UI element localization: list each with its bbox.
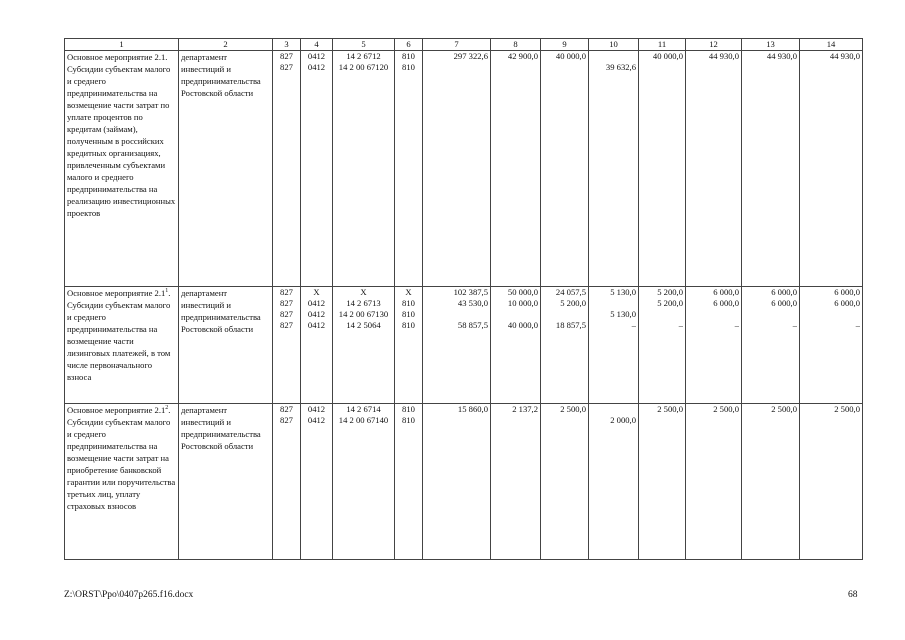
value-line: 827 xyxy=(280,286,293,297)
value-cell-c14 xyxy=(800,286,863,403)
value-line: 2 500,0 xyxy=(771,403,797,414)
activity-name-text: Основное мероприятие 2.1. Субсидии субъектам малого и среднего предпринимательства на возмещение части затрат по уплате процентов по кредитам (займам), полученным в российских кредитных организациях, привлеченным субъектами малого и среднего предпринимательства на реализацию инвестиционных проектов xyxy=(67,51,176,218)
value-line: 14 2 00 67120 xyxy=(338,61,389,72)
col-header: 3 xyxy=(273,39,301,51)
value-line: – xyxy=(631,319,636,330)
value-cell-c9 xyxy=(541,286,589,403)
value-line: – xyxy=(855,319,860,330)
value-line xyxy=(425,309,488,320)
value-cell-c5 xyxy=(333,50,395,286)
value-line: 827 xyxy=(280,414,293,425)
value-line: 5 130,0 xyxy=(610,308,636,319)
value-line: 2 000,0 xyxy=(610,414,636,425)
value-line: 827 xyxy=(280,50,293,61)
value-cell-c7 xyxy=(423,403,491,559)
footer-file-path: Z:\ORST\Ppo\0407p265.f16.docx xyxy=(64,590,194,600)
value-cell-c10 xyxy=(589,286,639,403)
value-cell-c14 xyxy=(800,403,863,559)
value-cell-c3 xyxy=(273,403,301,559)
value-cell-c11 xyxy=(639,50,686,286)
value-line: 44 930,0 xyxy=(708,50,739,61)
col-header: 5 xyxy=(333,39,395,51)
value-line: 15 860,0 xyxy=(457,403,488,414)
value-line: 297 322,6 xyxy=(453,50,488,61)
value-line: 810 xyxy=(402,297,415,308)
value-line: 6 000,0 xyxy=(713,286,739,297)
value-line: 827 xyxy=(280,297,293,308)
value-line: 18 857,5 xyxy=(555,319,586,330)
column-number-header-row xyxy=(65,39,863,51)
value-line: X xyxy=(405,286,412,297)
value-line xyxy=(641,309,683,320)
program-row xyxy=(65,50,863,286)
footer-page-number: 68 xyxy=(848,590,858,600)
value-cell-c8 xyxy=(491,403,541,559)
value-line xyxy=(641,62,683,73)
value-line xyxy=(591,404,636,415)
value-line: 2 500,0 xyxy=(657,403,683,414)
value-line xyxy=(543,62,586,73)
value-line: 42 900,0 xyxy=(507,50,538,61)
value-line: 810 xyxy=(402,308,415,319)
value-line: 810 xyxy=(402,50,415,61)
value-line: 44 930,0 xyxy=(766,50,797,61)
value-line xyxy=(688,309,739,320)
value-line: 0412 xyxy=(307,50,326,61)
executor-cell: департамент инвестиций и предпринимательства Ростовской области xyxy=(179,286,273,403)
value-cell-c12 xyxy=(686,403,742,559)
value-line: – xyxy=(734,319,739,330)
value-cell-c11 xyxy=(639,286,686,403)
value-cell-c11 xyxy=(639,403,686,559)
value-cell-c4 xyxy=(301,50,333,286)
value-line: 14 2 00 67130 xyxy=(338,308,389,319)
col-header: 1 xyxy=(65,39,179,51)
value-line: 40 000,0 xyxy=(652,50,683,61)
col-header: 9 xyxy=(541,39,589,51)
activity-name-cell xyxy=(65,403,179,559)
value-line: 6 000,0 xyxy=(713,297,739,308)
value-line: 5 200,0 xyxy=(560,297,586,308)
activity-name-rest: . Субсидии субъектам малого и среднего предпринимательства на возмещение части лизинговых платежей, в том числе первоначального взноса xyxy=(67,287,171,382)
value-line xyxy=(688,62,739,73)
value-line: 810 xyxy=(402,414,415,425)
value-cell-c3 xyxy=(273,286,301,403)
value-line xyxy=(802,62,860,73)
value-line: 14 2 6712 xyxy=(346,50,381,61)
value-line: 0412 xyxy=(307,403,326,414)
value-cell-c12 xyxy=(686,50,742,286)
value-line: 5 130,0 xyxy=(610,286,636,297)
value-line: 5 200,0 xyxy=(657,286,683,297)
value-cell-c12 xyxy=(686,286,742,403)
activity-name-text: Основное мероприятие 2.1 xyxy=(67,287,166,298)
value-line: 2 500,0 xyxy=(560,403,586,414)
col-header: 12 xyxy=(686,39,742,51)
value-cell-c4 xyxy=(301,286,333,403)
executor-cell: департамент инвестиций и предпринимательства Ростовской области xyxy=(179,403,273,559)
value-line xyxy=(802,309,860,320)
value-cell-c9 xyxy=(541,403,589,559)
value-line xyxy=(744,62,797,73)
value-line: 6 000,0 xyxy=(834,297,860,308)
activity-name-superscript: 2 xyxy=(165,404,169,411)
activity-name-rest: . Субсидии субъектам малого и среднего предпринимательства на возмещение части затрат на приобретение банковской гарантии или поручительства третьих лиц, уплату страховых взносов xyxy=(67,404,176,511)
value-line: 43 530,0 xyxy=(457,297,488,308)
value-line: 827 xyxy=(280,61,293,72)
value-line xyxy=(425,62,488,73)
value-line: 14 2 6713 xyxy=(346,297,381,308)
value-line xyxy=(543,309,586,320)
activity-name-superscript: 1 xyxy=(165,287,169,294)
value-line xyxy=(688,415,739,426)
value-line xyxy=(493,309,538,320)
value-line: 40 000,0 xyxy=(555,50,586,61)
value-cell-c10 xyxy=(589,403,639,559)
value-line: 50 000,0 xyxy=(507,286,538,297)
col-header: 10 xyxy=(589,39,639,51)
value-cell-c9 xyxy=(541,50,589,286)
value-cell-c5 xyxy=(333,286,395,403)
value-line: 2 500,0 xyxy=(713,403,739,414)
col-header: 2 xyxy=(179,39,273,51)
value-line xyxy=(802,415,860,426)
value-line: 827 xyxy=(280,308,293,319)
value-line: 827 xyxy=(280,319,293,330)
value-cell-c4 xyxy=(301,403,333,559)
value-line: 810 xyxy=(402,61,415,72)
value-line xyxy=(543,415,586,426)
value-cell-c3 xyxy=(273,50,301,286)
budget-table xyxy=(64,38,863,560)
value-line: 810 xyxy=(402,319,415,330)
value-line xyxy=(591,298,636,309)
program-row xyxy=(65,286,863,403)
value-cell-c5 xyxy=(333,403,395,559)
value-line xyxy=(744,415,797,426)
value-line: 40 000,0 xyxy=(507,319,538,330)
executor-cell: департамент инвестиций и предпринимательства Ростовской области xyxy=(179,50,273,286)
value-line: 0412 xyxy=(307,414,326,425)
value-line xyxy=(744,309,797,320)
col-header: 11 xyxy=(639,39,686,51)
value-cell-c13 xyxy=(742,50,800,286)
value-cell-c6 xyxy=(395,50,423,286)
value-line: 44 930,0 xyxy=(829,50,860,61)
value-line xyxy=(425,415,488,426)
value-line: 39 632,6 xyxy=(605,61,636,72)
value-line: 2 137,2 xyxy=(512,403,538,414)
value-line: – xyxy=(792,319,797,330)
col-header: 13 xyxy=(742,39,800,51)
value-line: 14 2 6714 xyxy=(346,403,381,414)
value-cell-c7 xyxy=(423,286,491,403)
col-header: 7 xyxy=(423,39,491,51)
value-line xyxy=(641,415,683,426)
value-line xyxy=(493,62,538,73)
value-cell-c13 xyxy=(742,286,800,403)
activity-name-cell xyxy=(65,286,179,403)
value-cell-c10 xyxy=(589,50,639,286)
value-line: 14 2 00 67140 xyxy=(338,414,389,425)
value-line: 10 000,0 xyxy=(507,297,538,308)
value-line xyxy=(591,51,636,62)
col-header: 14 xyxy=(800,39,863,51)
value-cell-c14 xyxy=(800,50,863,286)
value-line: 6 000,0 xyxy=(771,286,797,297)
value-cell-c7 xyxy=(423,50,491,286)
activity-name-text: Основное мероприятие 2.1 xyxy=(67,404,166,415)
value-line: 102 387,5 xyxy=(453,286,488,297)
value-line: 0412 xyxy=(307,61,326,72)
value-line: X xyxy=(313,286,320,297)
value-cell-c8 xyxy=(491,50,541,286)
value-line: 0412 xyxy=(307,319,326,330)
value-cell-c13 xyxy=(742,403,800,559)
value-cell-c6 xyxy=(395,403,423,559)
value-line: 0412 xyxy=(307,297,326,308)
col-header: 4 xyxy=(301,39,333,51)
col-header: 8 xyxy=(491,39,541,51)
value-line: X xyxy=(360,286,367,297)
value-line: 827 xyxy=(280,403,293,414)
value-line: 6 000,0 xyxy=(771,297,797,308)
value-line: 810 xyxy=(402,403,415,414)
value-line: 5 200,0 xyxy=(657,297,683,308)
value-line: 0412 xyxy=(307,308,326,319)
value-line xyxy=(493,415,538,426)
value-line: 2 500,0 xyxy=(834,403,860,414)
value-line: – xyxy=(678,319,683,330)
value-line: 24 057,5 xyxy=(555,286,586,297)
value-line: 58 857,5 xyxy=(457,319,488,330)
activity-name-cell xyxy=(65,50,179,286)
col-header: 6 xyxy=(395,39,423,51)
value-line: 6 000,0 xyxy=(834,286,860,297)
value-cell-c8 xyxy=(491,286,541,403)
value-line: 14 2 5064 xyxy=(346,319,381,330)
program-row xyxy=(65,403,863,559)
value-cell-c6 xyxy=(395,286,423,403)
